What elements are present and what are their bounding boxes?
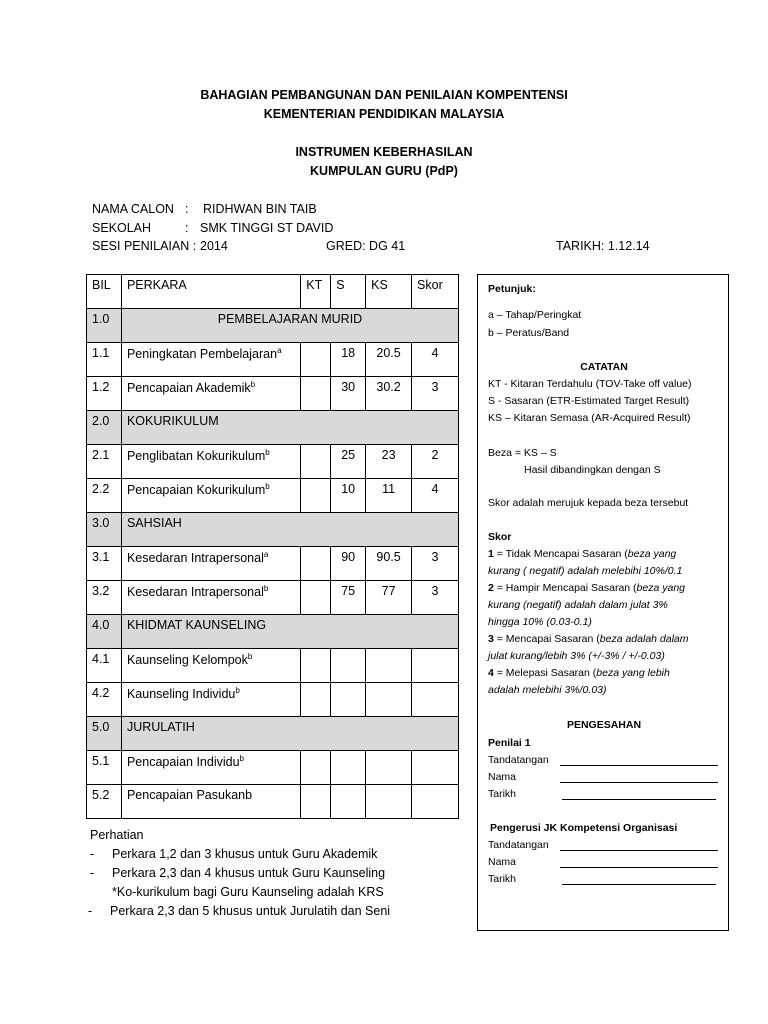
section-row [87, 309, 459, 343]
cell-kt [301, 683, 331, 717]
pengerusi-title: Pengerusi JK Kompetensi Organisasi [490, 822, 678, 834]
notes-item-text: Perkara 2,3 dan 4 khusus untuk Guru Kaunseling [112, 866, 386, 880]
notes-item [88, 902, 390, 921]
perkara-text: Kesedaran Intrapersonal [126, 585, 264, 600]
tarikh-label: Tarikh [488, 788, 517, 800]
penilai-title: Penilai 1 [488, 737, 531, 749]
signature-line-2[interactable] [560, 840, 718, 851]
section-bil: 3.0 [87, 513, 122, 547]
cell-perkara [121, 649, 300, 683]
sekolah-colon: : [185, 221, 189, 235]
skor-1-text: = Tidak Mencapai Sasaran ( [493, 548, 628, 560]
cell-bil: 5.2 [87, 785, 122, 819]
section-bil: 1.0 [87, 309, 122, 343]
cell-kt [301, 547, 331, 581]
cell-kt [301, 479, 331, 513]
catatan-title: CATATAN [580, 361, 628, 373]
section-row [87, 411, 459, 445]
perkara-text: Kesedaran Intrapersonal [126, 551, 264, 566]
skor-2-num: 2 [488, 582, 494, 594]
tarikh-label-2: Tarikh [488, 873, 517, 885]
header-line-4: KUMPULAN GURU (PdP) [310, 164, 458, 178]
notes-dash: - [90, 847, 95, 861]
cell-skor: 3 [412, 377, 459, 411]
skor-1-ital: beza yang [627, 548, 677, 560]
date-line-2[interactable] [562, 874, 716, 885]
cell-perkara [121, 547, 300, 581]
cell-ks: 23 [366, 445, 412, 479]
section-bil: 5.0 [87, 717, 122, 751]
tarikh-value: TARIKH: 1.12.14 [556, 239, 650, 253]
cell-bil: 2.2 [87, 479, 122, 513]
perkara-superscript: b [239, 754, 244, 763]
table-row [87, 751, 459, 785]
skor-3-text: = Mencapai Sasaran ( [493, 633, 600, 645]
skor-title: Skor [488, 531, 512, 543]
nama-colon: : [185, 202, 189, 216]
cell-ks [366, 683, 412, 717]
perkara-superscript: a [277, 346, 282, 355]
cell-s: 75 [331, 581, 366, 615]
sekolah-label: SEKOLAH [92, 221, 152, 235]
cell-perkara [121, 343, 300, 377]
cell-bil: 3.1 [87, 547, 122, 581]
perkara-superscript: b [263, 584, 269, 593]
cell-perkara [121, 751, 300, 785]
cell-skor: 4 [412, 479, 459, 513]
cell-perkara [121, 445, 300, 479]
section-bil: 4.0 [87, 615, 122, 649]
table-row [87, 785, 459, 819]
perkara-superscript: a [263, 550, 269, 559]
header-line-2: KEMENTERIAN PENDIDIKAN MALAYSIA [263, 107, 505, 121]
table-row [87, 581, 459, 615]
cell-kt [301, 751, 331, 785]
catatan-s: S - Sasaran (ETR-Estimated Target Result) [488, 395, 690, 407]
skor-1 [488, 548, 676, 560]
section-title: JURULATIH [121, 717, 458, 751]
tandatangan-label-2: Tandatangan [488, 839, 549, 851]
table-header-row [87, 275, 459, 309]
cell-ks: 30.2 [366, 377, 412, 411]
cell-bil: 4.2 [87, 683, 122, 717]
table-row [87, 343, 459, 377]
perkara-text: Pencapaian Kokurikulum [126, 483, 266, 498]
cell-skor [412, 751, 459, 785]
skor-4-num: 4 [488, 667, 494, 679]
sesi-label: SESI PENILAIAN : [92, 239, 197, 253]
section-title: KOKURIKULUM [121, 411, 458, 445]
perkara-superscript: b [247, 652, 253, 661]
table-row [87, 683, 459, 717]
table-row [87, 377, 459, 411]
cell-kt [301, 785, 331, 819]
cell-s [331, 785, 366, 819]
cell-s: 18 [331, 343, 366, 377]
notes-dash: - [90, 866, 95, 880]
notes-item-text: *Ko-kurikulum bagi Guru Kaunseling adalah KRS [112, 885, 384, 899]
nama-value: RIDHWAN BIN TAIB [203, 202, 317, 216]
cell-ks [366, 649, 412, 683]
table-row [87, 649, 459, 683]
cell-perkara [121, 581, 300, 615]
skor-2-text: = Hampir Mencapai Sasaran ( [493, 582, 637, 594]
skor-4-line2: adalah melebihi 3%/0.03) [488, 684, 607, 696]
cell-bil: 3.2 [87, 581, 122, 615]
name-line[interactable] [560, 772, 718, 783]
cell-s [331, 751, 366, 785]
notes-item-text: Perkara 1,2 dan 3 khusus untuk Guru Akademik [112, 847, 378, 861]
cell-bil: 4.1 [87, 649, 122, 683]
cell-s [331, 683, 366, 717]
notes-item-text: Perkara 2,3 dan 5 khusus untuk Jurulatih dan Seni [110, 904, 391, 918]
perkara-text: Penglibatan Kokurikulum [126, 449, 266, 464]
cell-ks: 77 [366, 581, 412, 615]
perkara-superscript: b [250, 380, 256, 389]
cell-bil: 2.1 [87, 445, 122, 479]
signature-line[interactable] [560, 755, 718, 766]
sesi-value: 2014 [200, 239, 228, 253]
header-line-3: INSTRUMEN KEBERHASILAN [295, 145, 473, 159]
cell-s: 25 [331, 445, 366, 479]
perkara-text: Pencapaian Individu [126, 755, 240, 770]
cell-kt [301, 343, 331, 377]
section-title: PEMBELAJARAN MURID [121, 309, 458, 343]
tandatangan-label: Tandatangan [488, 754, 549, 766]
sekolah-value: SMK TINGGI ST DAVID [200, 221, 334, 235]
cell-bil: 1.2 [87, 377, 122, 411]
cell-skor: 3 [412, 547, 459, 581]
notes-item [90, 845, 390, 864]
cell-s: 10 [331, 479, 366, 513]
notes-item [90, 883, 390, 902]
skor-1-line2: kurang ( negatif) adalah melebihi 10%/0.1 [488, 565, 683, 577]
notes-block [90, 826, 390, 921]
cell-kt [301, 649, 331, 683]
cell-s: 90 [331, 547, 366, 581]
header-kt: KT [301, 275, 331, 309]
header-perkara: PERKARA [121, 275, 300, 309]
cell-kt [301, 581, 331, 615]
header-skor: Skor [412, 275, 459, 309]
date-line[interactable] [562, 789, 716, 800]
skor-3 [488, 633, 689, 645]
perkara-text: Kaunseling Individu [126, 687, 236, 702]
cell-kt [301, 377, 331, 411]
skor-2 [488, 582, 685, 594]
notes-item [90, 864, 390, 883]
cell-skor [412, 649, 459, 683]
skor-1-num: 1 [488, 548, 494, 560]
cell-skor [412, 785, 459, 819]
skor-2-ital: beza yang [636, 582, 686, 594]
catatan-kt: KT - Kitaran Terdahulu (TOV-Take off value) [488, 378, 692, 390]
legend-a: a – Tahap/Peringkat [488, 309, 582, 321]
section-row [87, 615, 459, 649]
catatan-ks: KS – Kitaran Semasa (AR-Acquired Result) [488, 412, 691, 424]
section-bil: 2.0 [87, 411, 122, 445]
perkara-superscript: b [265, 482, 270, 491]
skor-4-ital: beza yang lebih [596, 667, 670, 679]
header-line-1: BAHAGIAN PEMBANGUNAN DAN PENILAIAN KOMPENTENSI [200, 88, 568, 102]
perkara-superscript: b [265, 448, 270, 457]
name-line-2[interactable] [560, 857, 718, 868]
table-row [87, 547, 459, 581]
skor-3-line2: julat kurang/lebih 3% (+/-3% / +/-0.03) [488, 650, 665, 662]
section-row [87, 717, 459, 751]
petunjuk-title: Petunjuk: [488, 283, 536, 295]
assessment-table [86, 274, 459, 819]
table-row [87, 445, 459, 479]
perkara-text: Peningkatan Pembelajaran [126, 347, 278, 362]
cell-bil: 5.1 [87, 751, 122, 785]
section-row [87, 513, 459, 547]
header-bil: BIL [87, 275, 122, 309]
cell-perkara [121, 683, 300, 717]
cell-bil: 1.1 [87, 343, 122, 377]
nama-label: NAMA CALON [92, 202, 174, 216]
legend-b: b – Peratus/Band [488, 327, 570, 339]
cell-s [331, 649, 366, 683]
guide-panel [477, 274, 729, 931]
cell-kt [301, 445, 331, 479]
skor-4 [488, 667, 670, 679]
notes-title: Perhatian [90, 828, 144, 842]
cell-ks [366, 751, 412, 785]
beza-hasil: Hasil dibandingkan dengan S [524, 464, 661, 476]
section-title: KHIDMAT KAUNSELING [121, 615, 458, 649]
cell-skor [412, 683, 459, 717]
cell-skor: 3 [412, 581, 459, 615]
cell-perkara [121, 377, 300, 411]
perkara-superscript: b [235, 686, 240, 695]
skor-note: Skor adalah merujuk kepada beza tersebut [488, 497, 689, 509]
skor-3-num: 3 [488, 633, 494, 645]
pengesahan-title: PENGESAHAN [566, 719, 642, 731]
skor-2-line3: hingga 10% (0.03-0.1) [488, 616, 592, 628]
cell-skor: 4 [412, 343, 459, 377]
cell-perkara [121, 785, 300, 819]
perkara-text: Pencapaian Pasukanb [126, 788, 253, 802]
header-ks: KS [366, 275, 412, 309]
cell-skor: 2 [412, 445, 459, 479]
notes-dash: - [88, 904, 93, 918]
nama-label: Nama [488, 771, 517, 783]
perkara-text: Pencapaian Akademik [126, 381, 251, 396]
beza-formula: Beza = KS – S [488, 447, 557, 459]
gred-value: GRED: DG 41 [326, 239, 406, 253]
cell-perkara [121, 479, 300, 513]
perkara-text: Kaunseling Kelompok [126, 653, 248, 668]
section-title: SAHSIAH [121, 513, 458, 547]
nama-label-2: Nama [488, 856, 517, 868]
cell-ks: 11 [366, 479, 412, 513]
table-row [87, 479, 459, 513]
cell-ks [366, 785, 412, 819]
header-s: S [331, 275, 366, 309]
skor-2-line2: kurang (negatif) adalah dalam julat 3% [488, 599, 668, 611]
skor-4-text: = Melepasi Sasaran ( [493, 667, 597, 679]
cell-ks: 20.5 [366, 343, 412, 377]
cell-s: 30 [331, 377, 366, 411]
cell-ks: 90.5 [366, 547, 412, 581]
skor-3-ital: beza adalah dalam [599, 633, 689, 645]
